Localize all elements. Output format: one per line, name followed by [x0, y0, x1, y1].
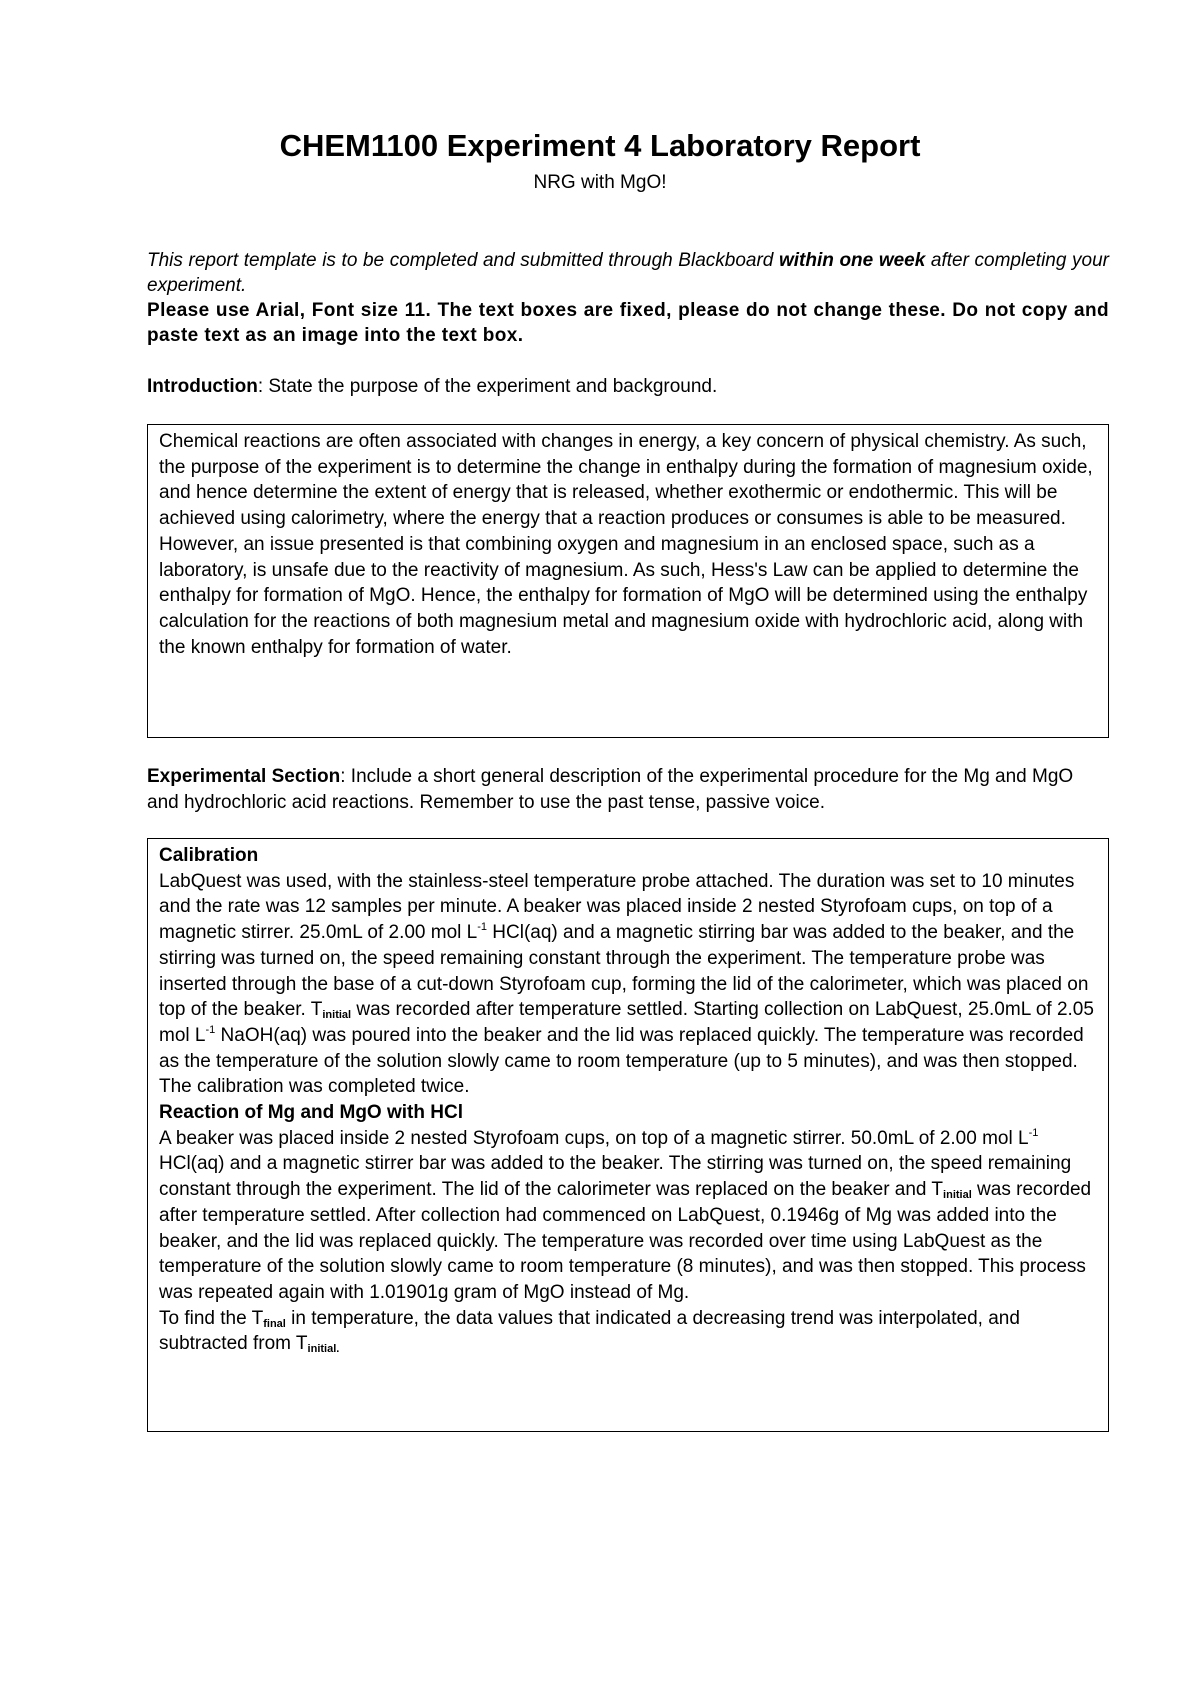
reaction-heading: Reaction of Mg and MgO with HCl: [159, 1102, 463, 1124]
page-title: CHEM1100 Experiment 4 Laboratory Report: [279, 128, 921, 163]
introduction-prompt-text: : State the purpose of the experiment and background.: [257, 376, 718, 397]
introduction-label: Introduction: [147, 376, 258, 397]
introduction-body: Chemical reactions are often associated with changes in energy, a key concern of physical chemistry. As such, the purpose of the experiment is to determine the change in enthalpy during the formation of magnesium oxide, and hence determine the extent of energy that is released, whether exothermic or endothermic. This will be achieved using calorimetry, where the energy that a reaction produces or consumes is able to be measured. However, an issue presented is that combining oxygen and magnesium in an enclosed space, such as a laboratory, is unsafe due to the reactivity of magnesium. As such, Hess's Law can be applied to determine the enthalpy for formation of MgO. Hence, the enthalpy for formation of MgO will be determined using the enthalpy calculation for the reactions of both magnesium metal and magnesium oxide with hydrochloric acid, along with the known enthalpy for formation of water.: [159, 431, 1093, 658]
experimental-label: Experimental Section: [147, 766, 341, 787]
instructions-italic-1: This report template is to be completed and submitted through Blackboard: [147, 250, 779, 271]
page-subtitle: NRG with MgO!: [533, 172, 667, 193]
instructions-deadline: within one week: [778, 250, 926, 271]
calibration-paragraph: LabQuest was used, with the stainless-steel temperature probe attached. The duration was set to 10 minutes and the rate was 12 samples per minute. A beaker was placed inside 2 nested Styrofoam cups, on top of a magnetic stirrer. 25.0mL of 2.00 mol $L^{-1}$ HCl(aq) and a magnetic stirring bar was added to the beaker, and the stirring was turned on, the speed remaining constant through the experiment. The temperature probe was inserted through the base of a cut-down Styrofoam cup, forming the lid of the calorimeter, which was placed on top of the beaker. $T_{initial}$ was recorded after temperature settled. Starting collection on LabQuest, 25.0mL of 2.05 mol $L^{-1}$ NaOH(aq) was poured into the beaker and the lid was replaced quickly. The temperature was recorded as the temperature of the solution slowly came to room temperature (up to 5 minutes), and was then stopped. The calibration was completed twice.: [159, 870, 1094, 1098]
calibration-heading: Calibration: [159, 845, 259, 866]
introduction-text-box[interactable]: [147, 424, 1109, 738]
reaction-paragraph: A beaker was placed inside 2 nested Styrofoam cups, on top of a magnetic stirrer. 50.0mL of 2.00 mol $L^{-1}$ HCl(aq) and a magnetic stirrer bar was added to the beaker. The stirring was turned on, the speed remaining constant through the experiment. The lid of the calorimeter was replaced on the beaker and $T_{initial}$ was recorded after temperature settled. After collection had commenced on LabQuest, 0.1946g of Mg was added into the beaker, and the lid was replaced quickly. The temperature was recorded over time using LabQuest as the temperature of the solution slowly came to room temperature (8 minutes), and was then stopped. This process was repeated again with 1.01901g gram of MgO instead of Mg.: [159, 1126, 1092, 1303]
instructions-block: [147, 248, 1109, 348]
experimental-text-box[interactable]: [147, 838, 1109, 1432]
final-temperature-paragraph: To find the $T_{final}$ in temperature, the data values that indicated a decreasing trend was interpolated, and subtracted from $T_{initial.}$: [159, 1307, 1020, 1356]
experimental-prompt: [147, 764, 1109, 816]
formatting-notice: Please use Arial, Font size 11. The text boxes are fixed, please do not change these. Do not copy and paste text as an image into the text box.: [147, 300, 1109, 346]
instructions-italic-2: after completing your experiment.: [147, 250, 1109, 296]
introduction-prompt: [147, 374, 1109, 400]
experimental-prompt-text: : Include a short general description of the experimental procedure for the Mg and MgO and hydrochloric acid reactions. Remember to use the past tense, passive voice.: [147, 766, 1074, 813]
